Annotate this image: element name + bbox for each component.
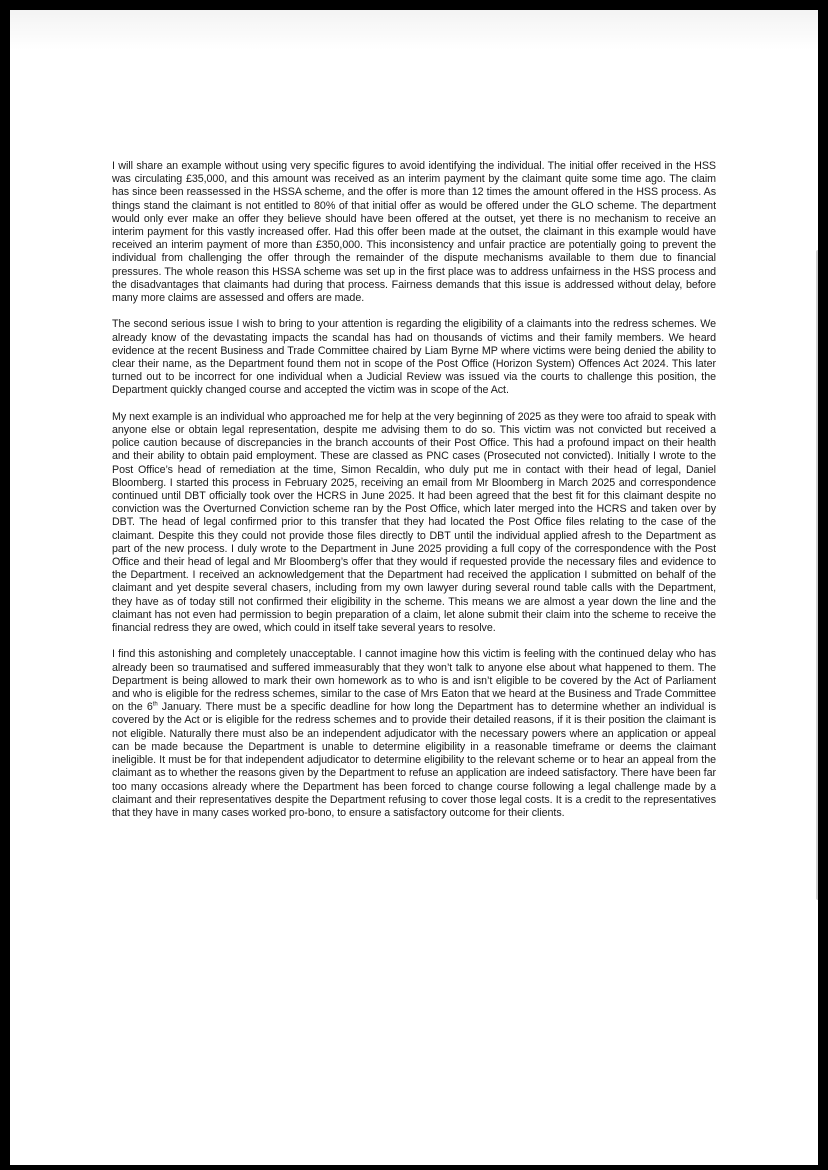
paragraph-eligibility-issue: The second serious issue I wish to bring to your attention is regarding the eligibility of a claimants into the redress schemes. We already know of the devastating impacts the scandal has had on thousands of victims and their family members. We heard evidence at the recent Business and Trade Committee chaired by Liam Byrne MP where victims were being denied the ability to clear their name, as the Department found them not in scope of the Post Office (Horizon System) Offences Act 2024. This later turned out to be incorrect for one individual when a Judicial Review was issued via the courts to challenge this position, the Department quickly changed course and accepted the victim was in scope of the Act. <box>112 318 716 397</box>
paragraph-conclusion <box>112 648 716 820</box>
paragraph-conclusion-part1: I find this astonishing and completely unacceptable. I cannot imagine how this victim is feeling with the continued delay who has already been so traumatised and suffered immeasurably that they won’t talk to anyone else about what happened to them. The Department is being allowed to mark their own homework as to who is and isn’t eligible to be covered by the Act of Parliament and who is eligible for the redress schemes, similar to the case of Mrs Eaton that we heard at the Business and Trade Committee on the 6 <box>112 648 716 714</box>
page-top-shadow <box>10 10 818 50</box>
ordinal-suffix: th <box>152 701 158 708</box>
paragraph-conclusion-part2: January. There must be a specific deadline for how long the Department has to determine whether an individual is covered by the Act or is eligible for the redress schemes and to provide their detailed reasons, if it is their position the claimant is not eligible. Naturally there must also be an independent adjudicator with the necessary powers where an application or appeal can be made because the Department is unable to determine eligibility in a reasonable timeframe or deems the claimant ineligible. It must be for that independent adjudicator to determine eligibility to the relevant scheme or to hear an appeal from the claimant as to whether the reasons given by the Department to refuse an application are indeed satisfactory. There have been far too many occasions already where the Department has been forced to change course following a legal challenge made by a claimant and their representatives despite the Department refusing to cover those legal costs. It is a credit to the representatives that they have in many cases worked pro-bono, to ensure a satisfactory outcome for their clients. <box>112 701 716 819</box>
paragraph-pnc-example: My next example is an individual who approached me for help at the very beginning of 2025 as they were too afraid to speak with anyone else or obtain legal representation, despite me advising them to do so. This victim was not convicted but received a police caution because of discrepancies in the branch accounts of their Post Office. This had a profound impact on their health and their ability to obtain paid employment. These are classed as PNC cases (Prosecuted not convicted). Initially I wrote to the Post Office’s head of remediation at the time, Simon Recaldin, who duly put me in contact with their head of legal, Daniel Bloomberg. I started this process in February 2025, receiving an email from Mr Bloomberg in March 2025 and correspondence continued until DBT officially took over the HCRS in June 2025. It had been agreed that the best fit for this claimant despite no conviction was the Overturned Conviction scheme ran by the Post Office, which later merged into the HCRS and taken over by DBT. The head of legal confirmed prior to this transfer that they had located the Post Office files relating to the case of the claimant. Despite this they could not provide those files directly to DBT until the individual applied afresh to the Department as part of the new process. I duly wrote to the Department in June 2025 providing a full copy of the correspondence with the Post Office and their head of legal and Mr Bloomberg’s offer that they would if requested provide the necessary files and evidence to the Department. I received an acknowledgement that the Department had received the application I submitted on behalf of the claimant and yet despite several chasers, including from my own lawyer during several round table calls with the Department, they have as of today still not confirmed their eligibility in the scheme. This means we are almost a year down the line and the claimant has not even had permission to begin preparation of a claim, let alone submit their claim into the scheme to receive the financial redress they are owed, which could in itself take several years to resolve. <box>112 410 716 635</box>
paragraph-interim-payment: I will share an example without using very specific figures to avoid identifying the individual. The initial offer received in the HSS was circulating £35,000, and this amount was received as an interim payment by the claimant quite some time ago. The claim has since been reassessed in the HSSA scheme, and the offer is more than 12 times the amount offered in the HSS process. As things stand the claimant is not entitled to 80% of that initial offer as would be offered under the GLO scheme. The department would only ever make an offer they believe should have been offered at the outset, yet there is no mechanism to receive an interim payment for this vastly increased offer. Had this offer been made at the outset, the claimant in this example would have received an interim payment of more than £350,000. This inconsistency and unfair practice are potentially going to prevent the individual from challenging the offer through the remainder of the dispute mechanisms available to them due to financial pressures. The whole reason this HSSA scheme was set up in the first place was to address unfairness in the HSS process and the disadvantages that claimants had during that process. Fairness demands that this issue is addressed without delay, before many more claims are assessed and offers are made. <box>112 160 716 305</box>
document-body <box>112 160 716 833</box>
vertical-scrollbar[interactable] <box>816 250 818 900</box>
document-page <box>10 10 818 1165</box>
